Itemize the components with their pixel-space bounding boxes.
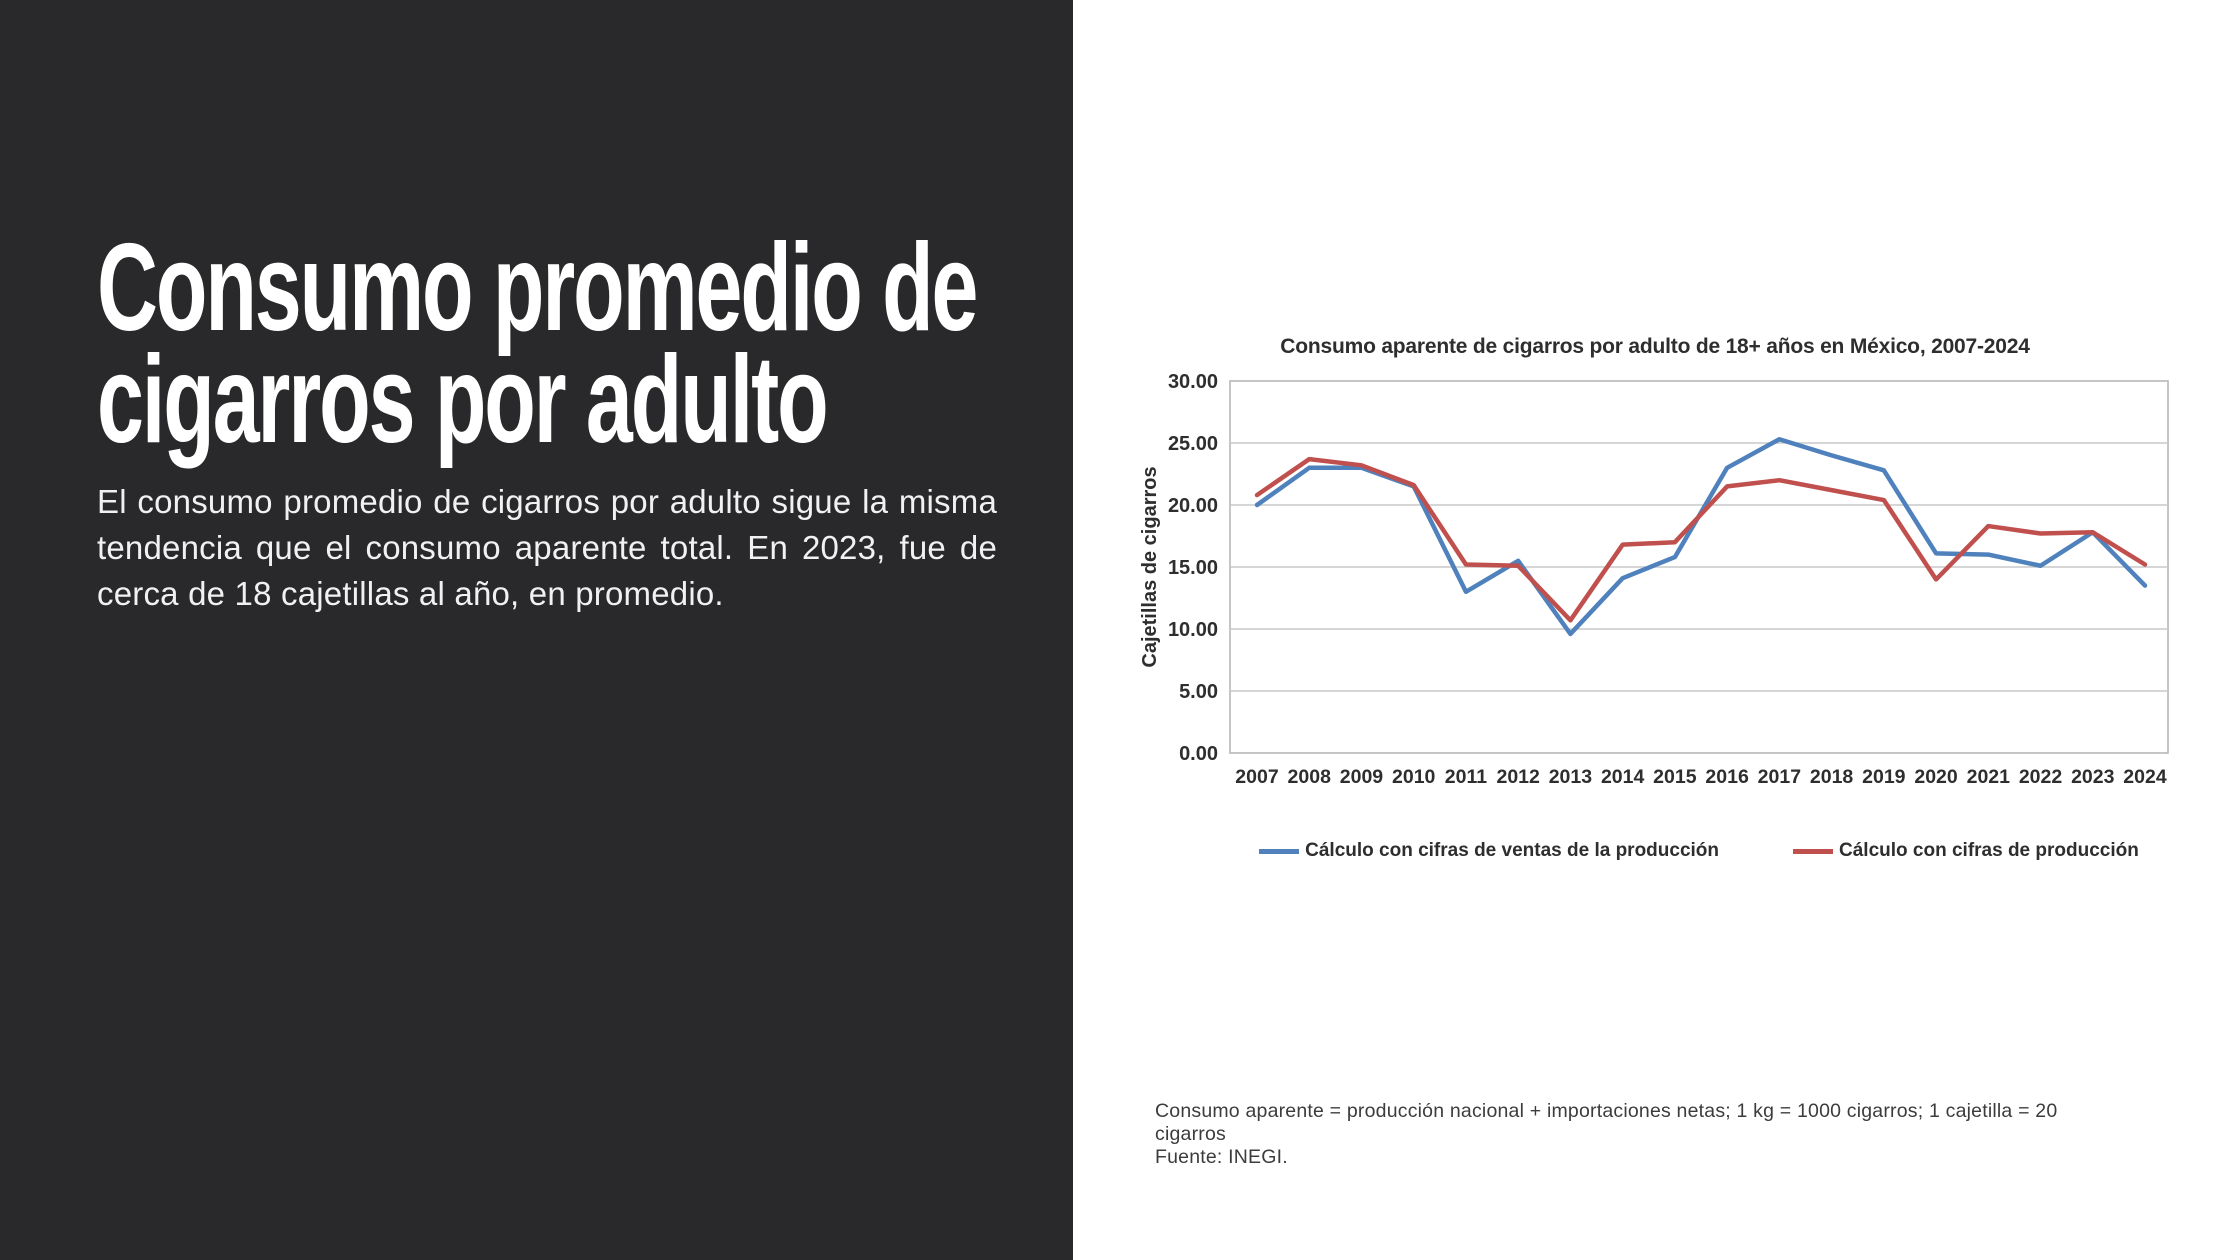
x-tick-label: 2011 bbox=[1444, 766, 1488, 788]
series-line-0 bbox=[1257, 439, 2145, 634]
x-tick-label: 2010 bbox=[1392, 766, 1436, 788]
y-tick-label: 5.00 bbox=[1179, 681, 1218, 703]
y-tick-label: 20.00 bbox=[1167, 495, 1218, 517]
x-tick-label: 2008 bbox=[1287, 766, 1331, 788]
chart-title: Consumo aparente de cigarros por adulto de 18+ años en México, 2007-2024 bbox=[1280, 335, 2030, 358]
x-tick-label: 2022 bbox=[2018, 766, 2063, 788]
x-tick-label: 2023 bbox=[2071, 766, 2115, 788]
x-tick-label: 2020 bbox=[1914, 766, 1958, 788]
right-panel bbox=[1073, 0, 2240, 1260]
y-tick-label: 30.00 bbox=[1167, 371, 1218, 393]
x-tick-label: 2021 bbox=[1966, 766, 2010, 788]
body-text: El consumo promedio de cigarros por adulto sigue la misma tendencia que el consumo aparente total. En 2023, fue de cerca de 18 cajetillas al año, en promedio. bbox=[97, 483, 997, 612]
series-line-1 bbox=[1257, 459, 2145, 620]
x-tick-label: 2009 bbox=[1339, 766, 1384, 788]
plot-area bbox=[1140, 325, 2200, 795]
footnote bbox=[1155, 1100, 2115, 1169]
y-tick-label: 10.00 bbox=[1167, 619, 1218, 641]
x-tick-label: 2017 bbox=[1757, 766, 1802, 788]
legend-item-produccion bbox=[1793, 840, 2139, 862]
x-tick-label: 2019 bbox=[1862, 766, 1906, 788]
x-tick-label: 2016 bbox=[1705, 766, 1749, 788]
x-tick-label: 2018 bbox=[1809, 766, 1854, 788]
page-title bbox=[97, 219, 977, 469]
x-tick-label: 2013 bbox=[1548, 766, 1593, 788]
y-tick-label: 15.00 bbox=[1167, 557, 1218, 579]
legend-swatch-blue bbox=[1259, 849, 1299, 854]
y-tick-label: 25.00 bbox=[1167, 433, 1218, 455]
legend-label-ventas: Cálculo con cifras de ventas de la producción bbox=[1305, 840, 1720, 861]
x-tick-label: 2024 bbox=[2123, 766, 2167, 788]
y-tick-label: 0.00 bbox=[1179, 743, 1218, 765]
x-tick-label: 2012 bbox=[1496, 766, 1540, 788]
footnote-line2: Fuente: INEGI. bbox=[1155, 1146, 1288, 1168]
chart-area bbox=[1140, 325, 2200, 885]
x-tick-label: 2014 bbox=[1600, 766, 1645, 788]
legend-swatch-red bbox=[1793, 849, 1833, 854]
legend-label-produccion: Cálculo con cifras de producción bbox=[1839, 840, 2139, 861]
left-panel bbox=[0, 0, 1073, 1260]
legend-item-ventas bbox=[1259, 840, 1719, 862]
page-title-line2: cigarros por adulto bbox=[97, 331, 827, 469]
chart-legend bbox=[1230, 840, 2168, 862]
page-title-line1: Consumo promedio de bbox=[97, 219, 977, 357]
y-axis-title: Cajetillas de cigarros bbox=[1139, 466, 1161, 668]
x-tick-label: 2007 bbox=[1235, 766, 1279, 788]
footnote-line1: Consumo aparente = producción nacional + importaciones netas; 1 kg = 1000 cigarros; 1 cajetilla = 20 cigarros bbox=[1155, 1100, 2058, 1145]
x-tick-label: 2015 bbox=[1653, 766, 1697, 788]
